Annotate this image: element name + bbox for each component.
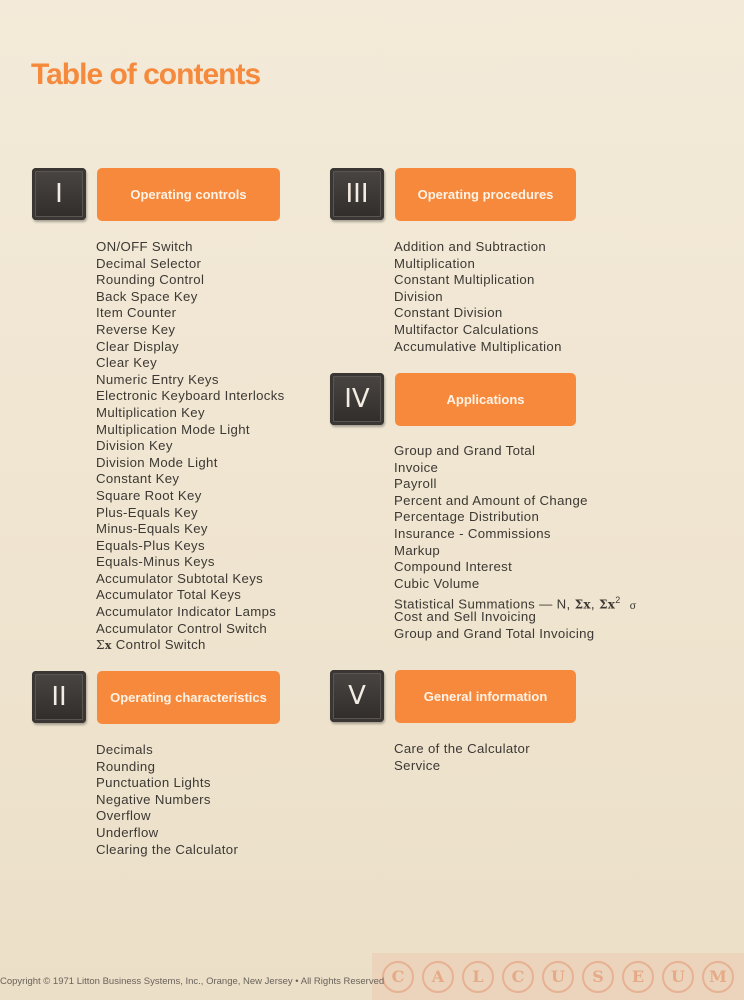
list-item [394, 592, 637, 612]
copyright-notice: Copyright © 1971 Litton Business Systems, Inc., Orange, New Jersey • All Rights Reserved [0, 976, 385, 987]
watermark-letter: M [702, 961, 734, 993]
section-3-list [394, 239, 562, 355]
section-header-general-information: General information [395, 670, 576, 723]
calcuseum-watermark [372, 953, 744, 1000]
list-item: Markup [394, 542, 441, 558]
list-item: Clear Display [96, 338, 179, 354]
superscript-2: 2 [615, 595, 621, 606]
section-2-list [96, 742, 238, 858]
list-item: Constant Key [96, 471, 180, 487]
numeral-key-2: II [32, 671, 86, 723]
list-item: Accumulator Subtotal Keys [96, 570, 264, 586]
sigma-lowercase: σ [629, 600, 637, 612]
list-item: Constant Division [394, 305, 503, 321]
list-item: Payroll [394, 476, 437, 492]
list-item: Item Counter [96, 305, 177, 321]
list-item: Punctuation Lights [96, 775, 211, 791]
list-item: Accumulator Control Switch [96, 620, 268, 636]
list-item: Accumulator Total Keys [96, 587, 242, 603]
list-item: Clearing the Calculator [96, 841, 239, 857]
section-5-list [394, 741, 530, 774]
list-item: Insurance - Commissions [394, 525, 551, 541]
list-item: Numeric Entry Keys [96, 371, 219, 387]
separator: , [590, 596, 599, 612]
list-item: Multiplication Key [96, 404, 205, 420]
watermark-letter: E [622, 961, 654, 993]
section-header-applications: Applications [395, 373, 576, 426]
list-item: Negative Numbers [96, 791, 211, 807]
list-item: Cost and Sell Invoicing [394, 608, 537, 624]
list-item: Plus-Equals Key [96, 504, 199, 520]
watermark-letter: U [542, 961, 574, 993]
numeral-key-5: V [330, 670, 384, 722]
watermark-letter: S [582, 961, 614, 993]
sigma-glyph: Σ [96, 638, 105, 653]
watermark-letter: U [662, 961, 694, 993]
list-item: Accumulative Multiplication [394, 338, 562, 354]
watermark-letter: A [422, 961, 454, 993]
list-item: Minus-Equals Key [96, 521, 208, 537]
list-item: Decimal Selector [96, 255, 202, 271]
list-item: Percentage Distribution [394, 509, 540, 525]
list-item: Equals-Minus Keys [96, 554, 215, 570]
sigma-x: Σx [574, 597, 591, 612]
sigma-x-squared: Σx [598, 597, 616, 612]
page-title: Table of contents [31, 58, 261, 91]
list-item: Care of the Calculator [394, 741, 530, 756]
numeral-key-1: I [32, 168, 86, 220]
list-item-text: Control Switch [111, 637, 206, 653]
list-item: Service [394, 757, 441, 773]
list-item: Compound Interest [394, 559, 513, 575]
list-item: Underflow [96, 824, 159, 840]
list-item: Addition and Subtraction [394, 239, 547, 254]
list-item: Decimals [96, 742, 154, 757]
list-item: Multiplication Mode Light [96, 421, 250, 437]
sigma-symbol [96, 638, 112, 652]
list-item: ON/OFF Switch [96, 239, 193, 254]
watermark-letter: L [462, 961, 494, 993]
list-item: Reverse Key [96, 321, 176, 337]
list-item: Square Root Key [96, 487, 202, 503]
list-item: Equals-Plus Keys [96, 537, 205, 553]
numeral-key-4: IV [330, 373, 384, 425]
sigma-variable: x [104, 639, 112, 653]
list-item: Rounding Control [96, 272, 205, 288]
watermark-letter: C [502, 961, 534, 993]
section-header-operating-procedures: Operating procedures [395, 168, 576, 221]
list-item: Clear Key [96, 355, 158, 371]
list-item: Division Key [96, 438, 173, 454]
list-item [96, 637, 285, 654]
list-item: Multifactor Calculations [394, 321, 539, 337]
list-item: Multiplication [394, 255, 476, 271]
list-item: Invoice [394, 459, 439, 475]
list-item: Percent and Amount of Change [394, 492, 588, 508]
list-item: Accumulator Indicator Lamps [96, 604, 277, 620]
list-item: Overflow [96, 808, 151, 824]
list-item: Cubic Volume [394, 575, 480, 591]
section-header-operating-controls: Operating controls [97, 168, 280, 221]
list-item: Constant Multiplication [394, 272, 535, 288]
list-item: Rounding [96, 758, 156, 774]
list-item: Division [394, 288, 443, 304]
list-item: Group and Grand Total [394, 443, 536, 458]
list-item: Electronic Keyboard Interlocks [96, 388, 285, 404]
list-item: Back Space Key [96, 288, 198, 304]
section-4-list [394, 443, 637, 642]
watermark-letter: C [382, 961, 414, 993]
numeral-key-3: III [330, 168, 384, 220]
list-item-text: Statistical Summations — N, [394, 596, 575, 612]
section-header-operating-characteristics: Operating characteristics [97, 671, 280, 724]
section-1-list [96, 239, 285, 654]
list-item: Group and Grand Total Invoicing [394, 625, 595, 641]
list-item: Division Mode Light [96, 454, 218, 470]
